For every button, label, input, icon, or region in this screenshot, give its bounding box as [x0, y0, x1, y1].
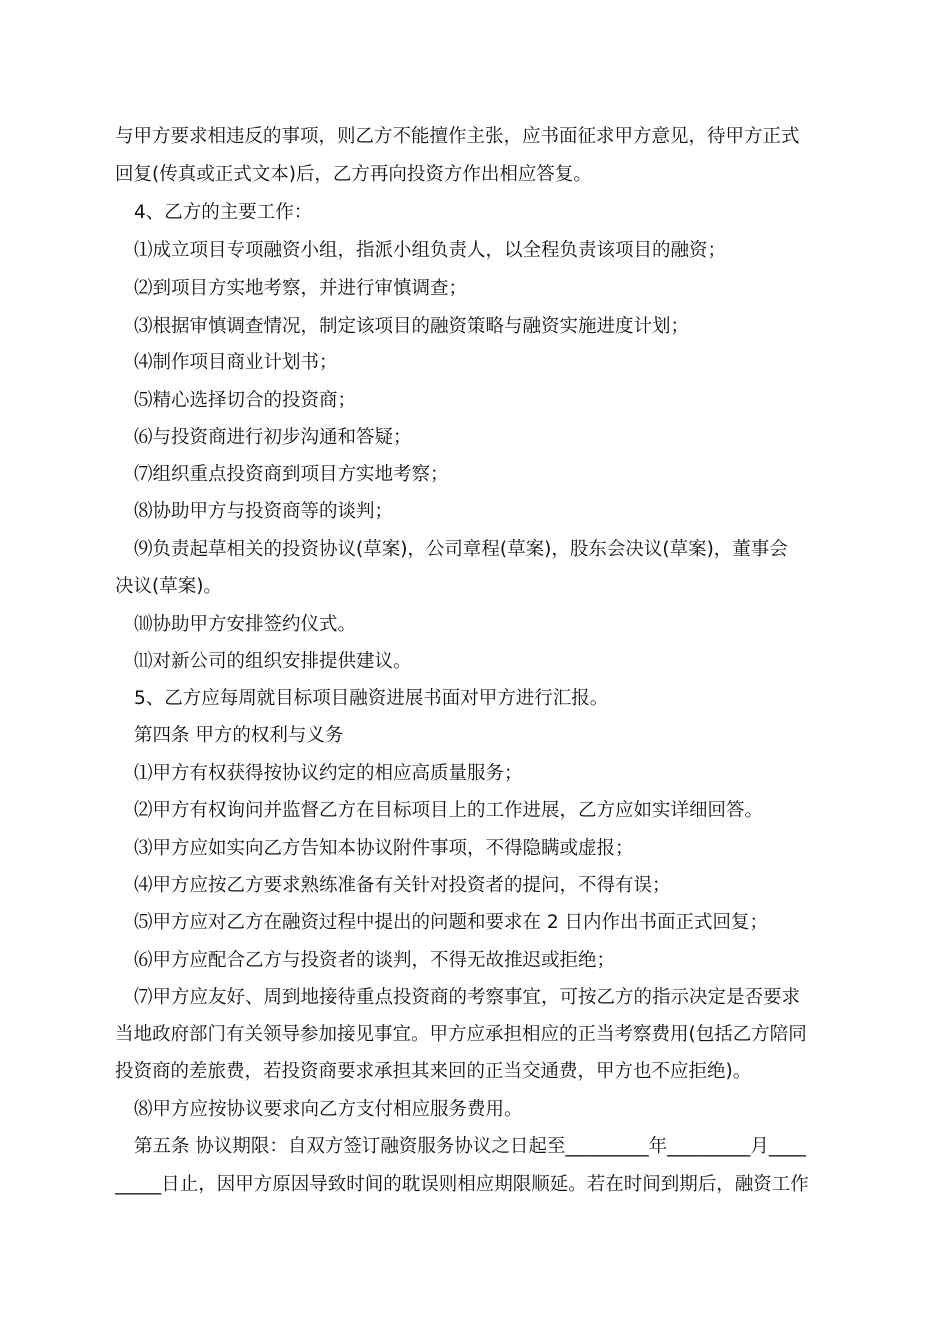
section-heading: 4、乙方的主要工作： — [134, 202, 313, 223]
list-item: ⑶根据审慎调查情况，制定该项目的融资策略与融资实施进度计划； — [134, 316, 690, 337]
list-item: ⑸精心选择切合的投资商； — [134, 390, 357, 411]
paragraph-line: 当地政府部门有关领导参加接见事宜。甲方应承担相应的正当考察费用(包括乙方陪同 — [115, 1024, 807, 1045]
paragraph-line: 5、乙方应每周就目标项目融资进展书面对甲方进行汇报。 — [134, 688, 609, 709]
list-item: ⑹与投资商进行初步沟通和答疑； — [134, 427, 412, 448]
paragraph-line: _____日止，因甲方原因导致时间的耽误则相应期限顺延。若在时间到期后，融资工作 — [115, 1174, 809, 1195]
paragraph-line: 决议(草案)。 — [115, 576, 222, 597]
section-heading: 第四条 甲方的权利与义务 — [134, 725, 344, 746]
list-item: ⑻甲方应按协议要求向乙方支付相应服务费用。 — [134, 1099, 523, 1120]
list-item: ⑹甲方应配合乙方与投资者的谈判，不得无故推迟或拒绝； — [134, 950, 616, 971]
paragraph-line: 投资商的差旅费，若投资商要求承担其来回的正当交通费，甲方也不应拒绝)。 — [115, 1061, 752, 1082]
paragraph-line: 与甲方要求相违反的事项，则乙方不能擅作主张，应书面征求甲方意见，待甲方正式 — [115, 126, 800, 147]
list-item: ⑺甲方应友好、周到地接待重点投资商的考察事宜，可按乙方的指示决定是否要求 — [134, 987, 801, 1008]
list-item: ⑸甲方应对乙方在融资过程中提出的问题和要求在 2 日内作出书面正式回复； — [134, 912, 769, 933]
list-item: ⑵甲方有权询问并监督乙方在目标项目上的工作进展，乙方应如实详细回答。 — [134, 800, 764, 821]
list-item: ⑵到项目方实地考察，并进行审慎调查； — [134, 278, 468, 299]
list-item: ⑴成立项目专项融资小组，指派小组负责人，以全程负责该项目的融资； — [134, 240, 727, 261]
list-item: ⑽协助甲方安排签约仪式。 — [134, 614, 357, 635]
list-item: ⑼负责起草相关的投资协议(草案)，公司章程(草案)，股东会决议(草案)，董事会 — [134, 539, 788, 560]
list-item: ⑶甲方应如实向乙方告知本协议附件事项，不得隐瞒或虚报； — [134, 838, 634, 859]
list-item: ⑺组织重点投资商到项目方实地考察； — [134, 464, 449, 485]
list-item: ⑷甲方应按乙方要求熟练准备有关针对投资者的提问，不得有误； — [134, 875, 671, 896]
section-heading: 第五条 协议期限：自双方签订融资服务协议之日起至_________年_________月____ — [134, 1136, 806, 1157]
list-item: ⑻协助甲方与投资商等的谈判； — [134, 501, 394, 522]
list-item: ⑴甲方有权获得按协议约定的相应高质量服务； — [134, 763, 523, 784]
list-item: ⑾对新公司的组织安排提供建议。 — [134, 651, 412, 672]
list-item: ⑷制作项目商业计划书； — [134, 352, 338, 373]
paragraph-line: 回复(传真或正式文本)后，乙方再向投资方作出相应答复。 — [115, 164, 592, 185]
